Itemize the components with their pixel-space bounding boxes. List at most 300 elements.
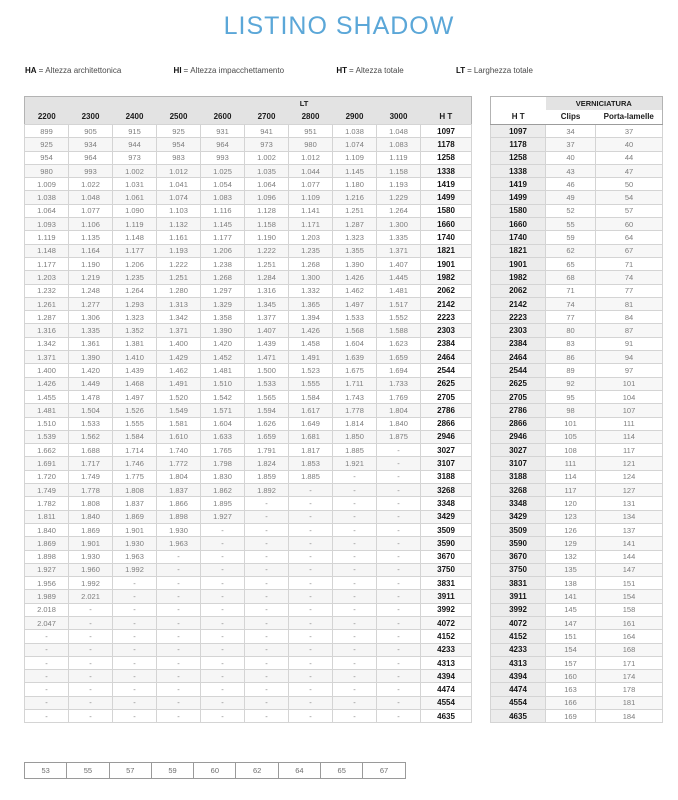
price-cell: 1.293 — [113, 297, 157, 310]
verniciatura-table-body — [491, 125, 663, 723]
price-cell: - — [333, 590, 377, 603]
price-cell: 1.445 — [377, 271, 421, 284]
ht-value-cell: 1258 — [491, 151, 546, 164]
price-cell: 1.439 — [245, 337, 289, 350]
clips-cell: 92 — [546, 377, 596, 390]
price-cell: - — [69, 710, 113, 723]
price-cell: 1.371 — [377, 244, 421, 257]
table-row — [25, 377, 472, 390]
verniciatura-band-spacer — [491, 97, 546, 110]
price-cell: 1.132 — [157, 218, 201, 231]
ht-value-cell: 1097 — [491, 125, 546, 138]
price-cell: - — [245, 577, 289, 590]
price-cell: 1.659 — [377, 351, 421, 364]
ht-cell: 2223 — [421, 311, 472, 324]
clips-cell: 141 — [546, 590, 596, 603]
price-cell: 1.765 — [201, 444, 245, 457]
porta-lamelle-cell: 94 — [596, 351, 663, 364]
price-cell: - — [333, 550, 377, 563]
price-cell: 1.604 — [333, 337, 377, 350]
footer-cell: 55 — [67, 763, 109, 779]
price-cell: 1.171 — [289, 218, 333, 231]
price-cell: - — [245, 590, 289, 603]
ht-value-cell: 2544 — [491, 364, 546, 377]
price-cell: - — [289, 643, 333, 656]
price-cell: 1.581 — [157, 417, 201, 430]
price-cell: - — [245, 683, 289, 696]
price-cell: 1.064 — [25, 204, 69, 217]
price-cell: 1.633 — [201, 430, 245, 443]
price-cell: 1.769 — [377, 390, 421, 403]
price-cell: 1.394 — [289, 311, 333, 324]
price-cell: 1.355 — [333, 244, 377, 257]
price-cell: 1.901 — [113, 523, 157, 536]
table-row — [491, 297, 663, 310]
porta-lamelle-column-header: Porta-lamelle — [596, 110, 663, 125]
price-cell: - — [245, 550, 289, 563]
price-cell: - — [245, 670, 289, 683]
price-cell: - — [157, 670, 201, 683]
column-header-2600: 2600 — [201, 110, 245, 125]
legend-text: Altezza architettonica — [45, 66, 122, 75]
price-cell: 1.439 — [113, 364, 157, 377]
legend-equals: = — [38, 66, 44, 75]
porta-lamelle-cell: 121 — [596, 457, 663, 470]
price-cell: - — [113, 696, 157, 709]
price-cell: 1.452 — [201, 351, 245, 364]
price-cell: 964 — [69, 151, 113, 164]
price-cell: 1.335 — [377, 231, 421, 244]
ht-value-cell: 1901 — [491, 257, 546, 270]
price-cell: - — [113, 603, 157, 616]
ht-cell: 2705 — [421, 390, 472, 403]
table-row — [25, 151, 472, 164]
price-cell: 1.410 — [113, 351, 157, 364]
price-cell: 1.960 — [69, 563, 113, 576]
price-cell: 1.190 — [69, 257, 113, 270]
price-cell: - — [289, 616, 333, 629]
price-cell: 1.743 — [333, 390, 377, 403]
price-cell: - — [333, 696, 377, 709]
table-row — [491, 510, 663, 523]
price-cell: 1.222 — [245, 244, 289, 257]
clips-cell: 120 — [546, 497, 596, 510]
price-cell: 1.426 — [289, 324, 333, 337]
price-cell: 1.148 — [25, 244, 69, 257]
price-cell: 925 — [25, 138, 69, 151]
ht-value-cell: 2303 — [491, 324, 546, 337]
price-cell: - — [201, 710, 245, 723]
porta-lamelle-cell: 174 — [596, 670, 663, 683]
price-cell: 1.093 — [25, 218, 69, 231]
clips-cell: 111 — [546, 457, 596, 470]
price-cell: 899 — [25, 125, 69, 138]
price-cell: 951 — [289, 125, 333, 138]
price-cell: 1.746 — [113, 457, 157, 470]
price-cell: - — [157, 550, 201, 563]
price-cell: 1.895 — [201, 497, 245, 510]
clips-cell: 147 — [546, 616, 596, 629]
table-row — [25, 231, 472, 244]
table-row — [25, 577, 472, 590]
price-cell: - — [333, 523, 377, 536]
ht-value-cell: 3509 — [491, 523, 546, 536]
table-row — [491, 537, 663, 550]
price-cell: 1.711 — [333, 377, 377, 390]
price-cell: 1.869 — [113, 510, 157, 523]
price-cell: 1.733 — [377, 377, 421, 390]
price-cell: - — [113, 630, 157, 643]
porta-lamelle-cell: 134 — [596, 510, 663, 523]
price-cell: 1.853 — [289, 457, 333, 470]
porta-lamelle-cell: 107 — [596, 404, 663, 417]
price-cell: 1.158 — [377, 164, 421, 177]
ht-value-cell: 3027 — [491, 444, 546, 457]
price-cell: 1.804 — [377, 404, 421, 417]
price-cell: 1.300 — [377, 218, 421, 231]
price-cell: 1.749 — [25, 484, 69, 497]
page-title: LISTINO SHADOW — [223, 12, 455, 40]
ht-cell: 1499 — [421, 191, 472, 204]
price-cell: 1.251 — [333, 204, 377, 217]
price-cell: 1.287 — [333, 218, 377, 231]
price-cell: 1.284 — [245, 271, 289, 284]
clips-cell: 49 — [546, 191, 596, 204]
ht-value-cell: 1982 — [491, 271, 546, 284]
porta-lamelle-cell: 144 — [596, 550, 663, 563]
table-row — [25, 324, 472, 337]
price-cell: 1.048 — [377, 125, 421, 138]
price-cell: 1.455 — [25, 390, 69, 403]
price-cell: - — [201, 577, 245, 590]
price-cell: 1.177 — [201, 231, 245, 244]
price-cell: 1.106 — [69, 218, 113, 231]
clips-cell: 108 — [546, 444, 596, 457]
ht-cell: 3027 — [421, 444, 472, 457]
price-cell: 1.626 — [245, 417, 289, 430]
clips-cell: 132 — [546, 550, 596, 563]
price-cell: 1.862 — [201, 484, 245, 497]
price-cell: - — [377, 656, 421, 669]
price-cell: 1.235 — [289, 244, 333, 257]
price-cell: - — [25, 696, 69, 709]
table-row — [491, 390, 663, 403]
price-cell: 1.074 — [157, 191, 201, 204]
price-cell: 1.371 — [25, 351, 69, 364]
clips-cell: 46 — [546, 178, 596, 191]
price-cell: 1.390 — [333, 257, 377, 270]
price-cell: - — [377, 630, 421, 643]
price-cell: 1.426 — [25, 377, 69, 390]
lt-group-header-row — [25, 97, 472, 110]
price-cell: 941 — [245, 125, 289, 138]
table-row — [25, 204, 472, 217]
price-cell: - — [289, 696, 333, 709]
price-cell: 1.352 — [113, 324, 157, 337]
price-cell: - — [113, 616, 157, 629]
price-cell: 1.491 — [289, 351, 333, 364]
ht-cell: 4394 — [421, 670, 472, 683]
clips-cell: 43 — [546, 164, 596, 177]
price-cell: 1.885 — [333, 444, 377, 457]
price-cell: 1.500 — [245, 364, 289, 377]
price-cell: 1.264 — [113, 284, 157, 297]
table-row — [25, 351, 472, 364]
ht-cell: 3590 — [421, 537, 472, 550]
table-row — [25, 616, 472, 629]
price-cell: 1.921 — [333, 457, 377, 470]
price-cell: 1.335 — [69, 324, 113, 337]
price-cell: - — [25, 630, 69, 643]
column-header-3000: 3000 — [377, 110, 421, 125]
price-cell: - — [333, 563, 377, 576]
price-cell: 1.930 — [69, 550, 113, 563]
price-cell: 1.504 — [69, 404, 113, 417]
price-cell: 1.892 — [245, 484, 289, 497]
porta-lamelle-cell: 57 — [596, 204, 663, 217]
price-cell: 1.688 — [69, 444, 113, 457]
ht-cell: 4474 — [421, 683, 472, 696]
clips-cell: 71 — [546, 284, 596, 297]
table-row — [491, 444, 663, 457]
price-cell: - — [201, 643, 245, 656]
price-cell: 1.280 — [157, 284, 201, 297]
price-cell: - — [245, 537, 289, 550]
table-row — [491, 457, 663, 470]
table-row — [491, 324, 663, 337]
price-cell: 934 — [69, 138, 113, 151]
price-cell: - — [377, 510, 421, 523]
price-cell: 1.400 — [25, 364, 69, 377]
price-cell: 1.808 — [69, 497, 113, 510]
footer-row — [25, 763, 406, 779]
price-cell: 1.268 — [201, 271, 245, 284]
price-cell: 1.177 — [113, 244, 157, 257]
clips-cell: 86 — [546, 351, 596, 364]
price-cell: - — [201, 590, 245, 603]
price-cell: 1.901 — [69, 537, 113, 550]
price-cell: 1.358 — [201, 311, 245, 324]
price-cell: 1.083 — [201, 191, 245, 204]
price-cell: 1.061 — [113, 191, 157, 204]
price-cell: 1.481 — [377, 284, 421, 297]
price-table — [24, 96, 472, 723]
price-cell: 1.523 — [289, 364, 333, 377]
table-row — [25, 430, 472, 443]
price-cell: - — [201, 683, 245, 696]
clips-cell: 34 — [546, 125, 596, 138]
price-cell: 1.219 — [69, 271, 113, 284]
legend-item-lt — [456, 66, 533, 75]
price-cell: 1.778 — [69, 484, 113, 497]
price-cell: 1.238 — [201, 257, 245, 270]
footer-cell: 57 — [109, 763, 151, 779]
clips-cell: 135 — [546, 563, 596, 576]
ht-value-cell: 3670 — [491, 550, 546, 563]
price-cell: - — [333, 643, 377, 656]
price-cell: - — [289, 710, 333, 723]
price-cell: - — [377, 470, 421, 483]
price-cell: 1.571 — [201, 404, 245, 417]
ht-cell: 2946 — [421, 430, 472, 443]
table-row — [491, 284, 663, 297]
ht-value-cell: 4072 — [491, 616, 546, 629]
verniciatura-header-row — [491, 110, 663, 125]
price-cell: 1.012 — [157, 164, 201, 177]
price-cell: 1.035 — [245, 164, 289, 177]
verniciatura-band-row — [491, 97, 663, 110]
price-cell: 1.778 — [333, 404, 377, 417]
price-cell: 1.992 — [69, 577, 113, 590]
price-cell: 1.429 — [157, 351, 201, 364]
ht-cell: 1419 — [421, 178, 472, 191]
price-cell: 1.720 — [25, 470, 69, 483]
clips-cell: 95 — [546, 390, 596, 403]
table-row — [25, 497, 472, 510]
porta-lamelle-cell: 71 — [596, 257, 663, 270]
porta-lamelle-cell: 111 — [596, 417, 663, 430]
ht-value-cell: 4313 — [491, 656, 546, 669]
table-row — [491, 151, 663, 164]
price-cell: - — [289, 510, 333, 523]
porta-lamelle-cell: 171 — [596, 656, 663, 669]
porta-lamelle-cell: 158 — [596, 603, 663, 616]
ht-value-cell: 3911 — [491, 590, 546, 603]
price-cell: 1.203 — [289, 231, 333, 244]
price-cell: 1.119 — [25, 231, 69, 244]
price-cell: 1.859 — [245, 470, 289, 483]
price-cell: 1.002 — [245, 151, 289, 164]
table-row — [25, 563, 472, 576]
price-cell: - — [245, 616, 289, 629]
legend-item-ha — [25, 66, 121, 75]
porta-lamelle-cell: 101 — [596, 377, 663, 390]
price-cell: 2.047 — [25, 616, 69, 629]
price-cell: - — [333, 537, 377, 550]
ht-cell: 2625 — [421, 377, 472, 390]
ht-cell: 2303 — [421, 324, 472, 337]
price-cell: 1.206 — [201, 244, 245, 257]
price-cell: 1.662 — [25, 444, 69, 457]
price-cell: - — [69, 683, 113, 696]
price-cell: 1.449 — [69, 377, 113, 390]
table-row — [25, 630, 472, 643]
table-row — [491, 404, 663, 417]
price-cell: - — [289, 670, 333, 683]
price-cell: - — [201, 616, 245, 629]
ht-cell: 3509 — [421, 523, 472, 536]
price-cell: - — [157, 643, 201, 656]
ht-value-cell: 2786 — [491, 404, 546, 417]
table-row — [25, 164, 472, 177]
table-row — [25, 484, 472, 497]
price-cell: - — [289, 550, 333, 563]
price-cell: - — [245, 497, 289, 510]
price-cell: 1.617 — [289, 404, 333, 417]
clips-cell: 55 — [546, 218, 596, 231]
price-cell: - — [69, 656, 113, 669]
table-row — [491, 484, 663, 497]
price-cell: - — [333, 470, 377, 483]
table-row — [25, 284, 472, 297]
price-cell: 1.898 — [25, 550, 69, 563]
table-row — [25, 311, 472, 324]
price-cell: 1.345 — [245, 297, 289, 310]
price-cell: - — [289, 484, 333, 497]
table-row — [491, 191, 663, 204]
porta-lamelle-cell: 154 — [596, 590, 663, 603]
price-cell: - — [377, 696, 421, 709]
price-cell: 1.031 — [113, 178, 157, 191]
price-cell: 1.989 — [25, 590, 69, 603]
price-cell: - — [377, 683, 421, 696]
price-cell: - — [113, 643, 157, 656]
ht-value-cell: 2384 — [491, 337, 546, 350]
ht-cell: 4313 — [421, 656, 472, 669]
price-cell: 1.681 — [289, 430, 333, 443]
table-row — [491, 364, 663, 377]
table-row — [491, 577, 663, 590]
price-cell: 1.077 — [69, 204, 113, 217]
porta-lamelle-cell: 74 — [596, 271, 663, 284]
price-cell: 2.021 — [69, 590, 113, 603]
price-cell: 1.533 — [333, 311, 377, 324]
price-cell: - — [245, 643, 289, 656]
price-cell: 1.306 — [69, 311, 113, 324]
table-row — [491, 337, 663, 350]
price-cell: 954 — [25, 151, 69, 164]
price-cell: - — [377, 643, 421, 656]
price-cell: 1.565 — [245, 390, 289, 403]
price-cell: 1.158 — [245, 218, 289, 231]
price-cell: 1.141 — [289, 204, 333, 217]
price-cell: 1.898 — [157, 510, 201, 523]
price-cell: 1.840 — [25, 523, 69, 536]
price-cell: 1.002 — [113, 164, 157, 177]
table-row — [491, 351, 663, 364]
price-cell: 1.009 — [25, 178, 69, 191]
price-cell: 1.517 — [377, 297, 421, 310]
price-cell: 1.510 — [25, 417, 69, 430]
table-row — [491, 257, 663, 270]
clips-cell: 123 — [546, 510, 596, 523]
price-cell: 1.869 — [25, 537, 69, 550]
price-cell: 1.497 — [113, 390, 157, 403]
price-cell: - — [333, 670, 377, 683]
price-cell: 1.555 — [289, 377, 333, 390]
price-cell: 1.520 — [157, 390, 201, 403]
ht-cell: 2866 — [421, 417, 472, 430]
price-cell: 1.229 — [377, 191, 421, 204]
porta-lamelle-cell: 117 — [596, 444, 663, 457]
price-cell: 1.077 — [289, 178, 333, 191]
table-row — [491, 164, 663, 177]
price-cell: 1.992 — [113, 563, 157, 576]
table-row — [25, 537, 472, 550]
table-row — [491, 563, 663, 576]
price-cell: 931 — [201, 125, 245, 138]
footer-cell: 67 — [363, 763, 405, 779]
ht-cell: 3348 — [421, 497, 472, 510]
table-row — [491, 125, 663, 138]
table-row — [25, 417, 472, 430]
price-cell: 1.109 — [289, 191, 333, 204]
price-cell: 1.462 — [157, 364, 201, 377]
legend-equals: = — [183, 66, 189, 75]
price-cell: 1.420 — [201, 337, 245, 350]
table-row — [491, 710, 663, 723]
price-cell: - — [245, 523, 289, 536]
